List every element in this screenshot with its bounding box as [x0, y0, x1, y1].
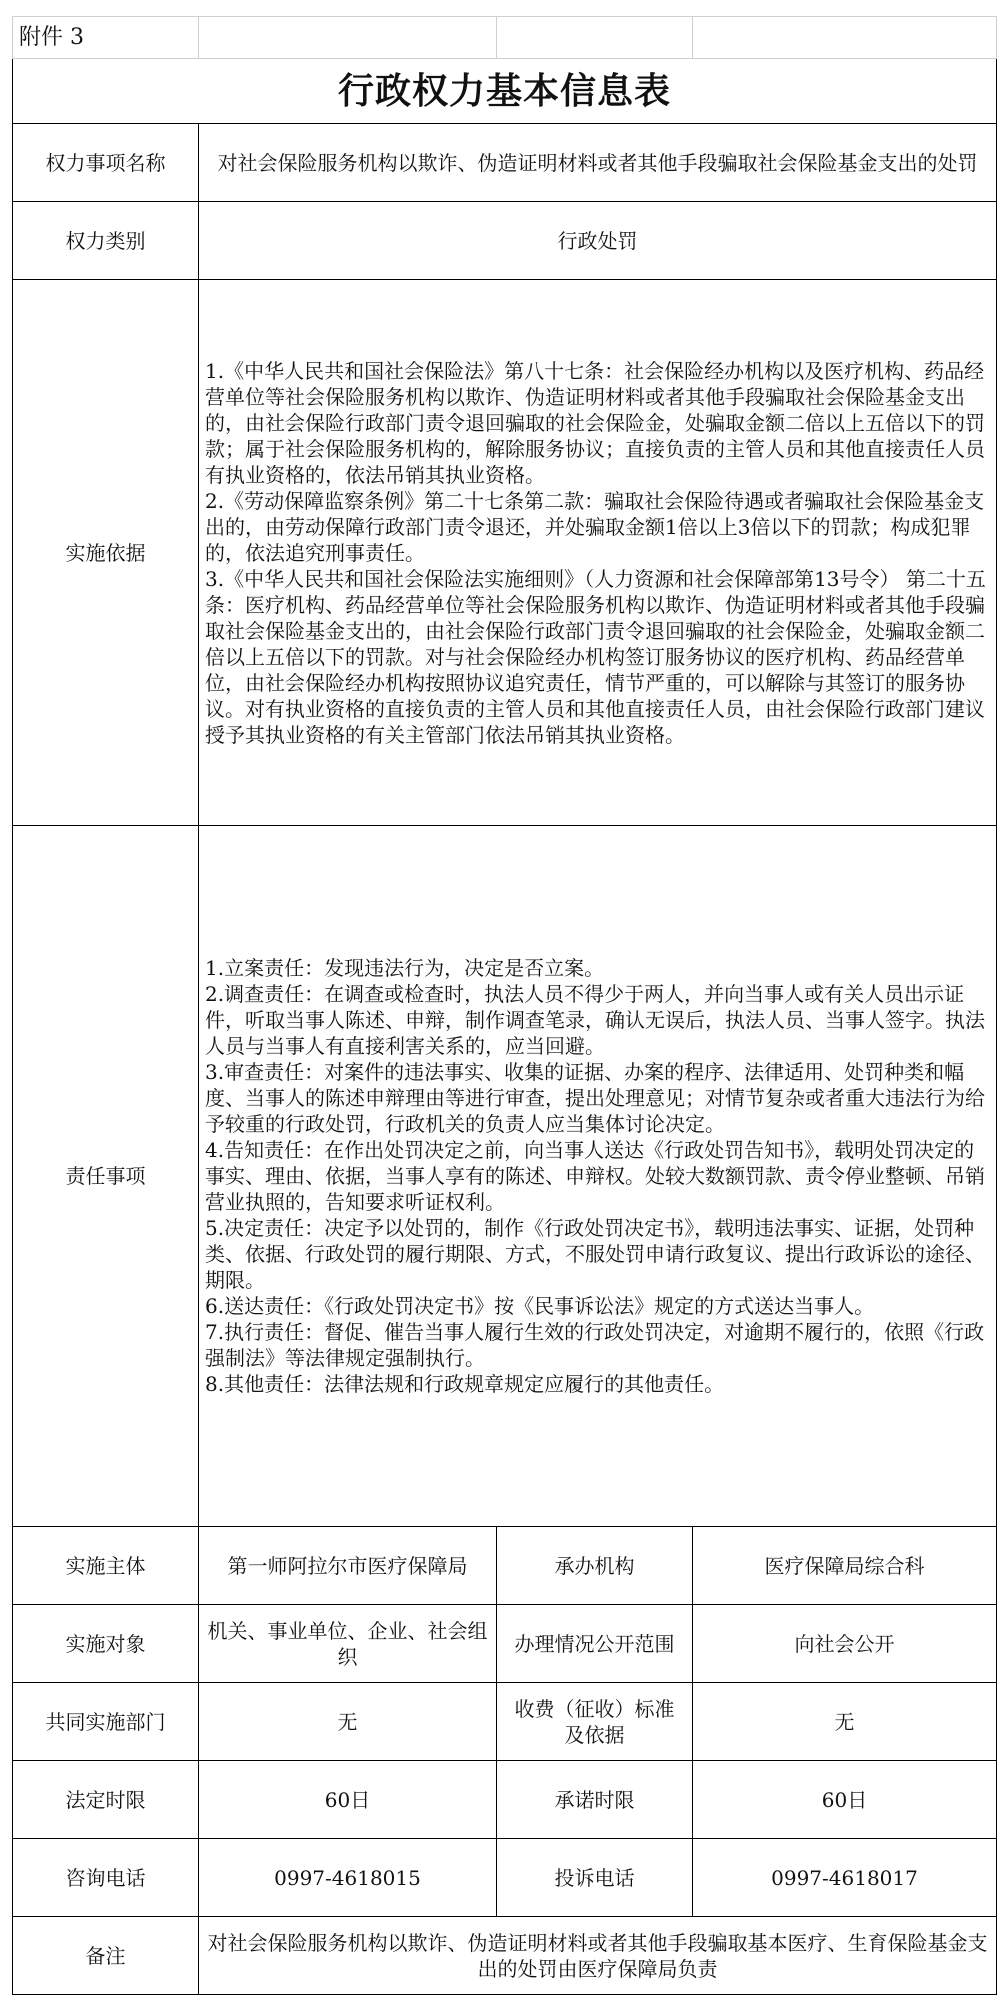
promise-time-value: 60日	[693, 1761, 997, 1839]
fee-value: 无	[693, 1683, 997, 1761]
legal-time-label: 法定时限	[13, 1761, 199, 1839]
title-row	[13, 59, 997, 124]
row-power-type	[13, 202, 997, 280]
page-title: 行政权力基本信息表	[13, 59, 997, 124]
attachment-label: 附件 3	[13, 17, 199, 59]
consult-phone-value: 0997-4618015	[199, 1839, 497, 1917]
basis-label: 实施依据	[13, 280, 199, 826]
promise-time-label: 承诺时限	[497, 1761, 693, 1839]
remark-value: 对社会保险服务机构以欺诈、伪造证明材料或者其他手段骗取基本医疗、生育保险基金支出的处罚由医疗保障局负责	[199, 1917, 997, 1995]
power-item-value: 对社会保险服务机构以欺诈、伪造证明材料或者其他手段骗取社会保险基金支出的处罚	[199, 124, 997, 202]
consult-phone-label: 咨询电话	[13, 1839, 199, 1917]
power-info-table	[12, 16, 997, 1995]
subject-value: 第一师阿拉尔市医疗保障局	[199, 1527, 497, 1605]
responsibility-value: 1.立案责任：发现违法行为，决定是否立案。 2.调查责任：在调查或检查时，执法人员不得少于两人，并向当事人或有关人员出示证件，听取当事人陈述、申辩，制作调查笔录，确认无误后，执法人员、当事人签字。执法人员与当事人有直接利害关系的，应当回避。 3.审查责任：对案件的违法事实、收集的证据、办案的程序、法律适用、处罚种类和幅度、当事人的陈述申辩理由等进行审查，提出处理意见；对情节复杂或者重大违法行为给予较重的行政处罚，行政机关的负责人应当集体讨论决定。 4.告知责任：在作出处罚决定之前，向当事人送达《行政处罚告知书》，载明处罚决定的事实、理由、依据，当事人享有的陈述、申辩权。处较大数额罚款、责令停业整顿、吊销营业执照的，告知要求听证权利。 5.决定责任：决定予以处罚的，制作《行政处罚决定书》，载明违法事实、证据，处罚种类、依据、行政处罚的履行期限、方式，不服处罚申请行政复议、提出行政诉讼的途径、期限。 6.送达责任：《行政处罚决定书》按《民事诉讼法》规定的方式送达当事人。 7.执行责任：督促、催告当事人履行生效的行政处罚决定，对逾期不履行的，依照《行政强制法》等法律规定强制执行。 8.其他责任：法律法规和行政规章规定应履行的其他责任。	[199, 826, 997, 1527]
power-type-label: 权力类别	[13, 202, 199, 280]
attachment-row	[13, 17, 997, 59]
subject-label: 实施主体	[13, 1527, 199, 1605]
power-item-label: 权力事项名称	[13, 124, 199, 202]
target-value: 机关、事业单位、企业、社会组织	[199, 1605, 497, 1683]
row-target	[13, 1605, 997, 1683]
power-type-value: 行政处罚	[199, 202, 997, 280]
row-power-item	[13, 124, 997, 202]
complaint-phone-label: 投诉电话	[497, 1839, 693, 1917]
row-remark	[13, 1917, 997, 1995]
disclosure-label: 办理情况公开范围	[497, 1605, 693, 1683]
fee-label: 收费（征收）标准及依据	[497, 1683, 693, 1761]
joint-label: 共同实施部门	[13, 1683, 199, 1761]
legal-time-value: 60日	[199, 1761, 497, 1839]
disclosure-value: 向社会公开	[693, 1605, 997, 1683]
joint-value: 无	[199, 1683, 497, 1761]
agency-label: 承办机构	[497, 1527, 693, 1605]
info-sheet	[12, 16, 996, 1995]
remark-label: 备注	[13, 1917, 199, 1995]
row-subject	[13, 1527, 997, 1605]
row-responsibility	[13, 826, 997, 1527]
row-joint	[13, 1683, 997, 1761]
responsibility-label: 责任事项	[13, 826, 199, 1527]
row-phone	[13, 1839, 997, 1917]
row-time-limit	[13, 1761, 997, 1839]
agency-value: 医疗保障局综合科	[693, 1527, 997, 1605]
target-label: 实施对象	[13, 1605, 199, 1683]
basis-value: 1.《中华人民共和国社会保险法》第八十七条：社会保险经办机构以及医疗机构、药品经营单位等社会保险服务机构以欺诈、伪造证明材料或者其他手段骗取社会保险基金支出的，由社会保险行政部门责令退回骗取的社会保险金，处骗取金额二倍以上五倍以下的罚款；属于社会保险服务机构的，解除服务协议；直接负责的主管人员和其他直接责任人员有执业资格的，依法吊销其执业资格。 2.《劳动保障监察条例》第二十七条第二款：骗取社会保险待遇或者骗取社会保险基金支出的，由劳动保障行政部门责令退还，并处骗取金额1倍以上3倍以下的罚款；构成犯罪的，依法追究刑事责任。 3.《中华人民共和国社会保险法实施细则》（人力资源和社会保障部第13号令） 第二十五条：医疗机构、药品经营单位等社会保险服务机构以欺诈、伪造证明材料或者其他手段骗取社会保险基金支出的，由社会保险行政部门责令退回骗取的社会保险金，处骗取金额二倍以上五倍以下的罚款。对与社会保险经办机构签订服务协议的医疗机构、药品经营单位，由社会保险经办机构按照协议追究责任，情节严重的，可以解除与其签订的服务协议。对有执业资格的直接负责的主管人员和其他直接责任人员，由社会保险行政部门建议授予其执业资格的有关主管部门依法吊销其执业资格。	[199, 280, 997, 826]
row-basis	[13, 280, 997, 826]
complaint-phone-value: 0997-4618017	[693, 1839, 997, 1917]
